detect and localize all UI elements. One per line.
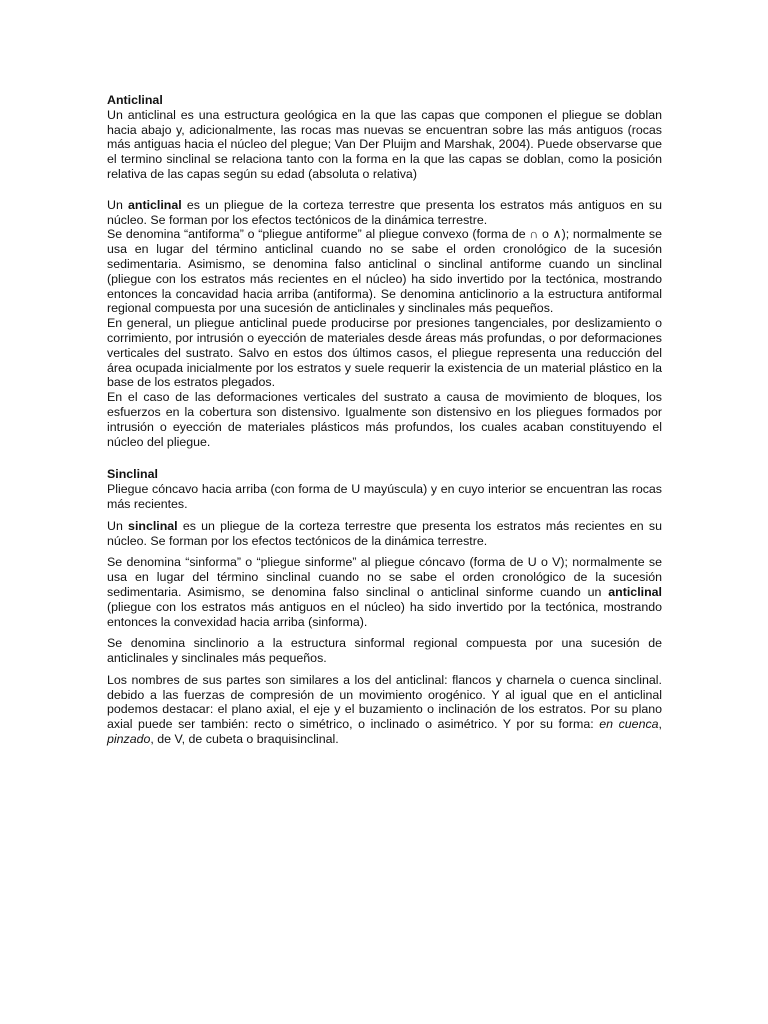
sinclinal-paragraph-3: Se denomina “sinforma” o “pliegue sinforme” al pliegue cóncavo (forma de U o V); normalmente se usa en lugar del término sinclinal cuando no se sabe el orden cronológico de la sucesión sedimentaria. Asimismo, se denomina falso sinclinal o anticlinal sinforme cuando un anticlinal (pliegue con los estratos más antiguos en el núcleo) ha sido invertido por la tectónica, mostrando entonces la convexidad hacia arriba (sinforma). — [107, 555, 662, 629]
sinclinal-bold-term: sinclinal — [128, 518, 178, 533]
sinclinal-definition: Pliegue cóncavo hacia arriba (con forma de U mayúscula) y en cuyo interior se encuentran las rocas más recientes. — [107, 482, 662, 511]
sinclinal-anticlinal-bold: anticlinal — [608, 584, 662, 599]
anticlinal-paragraph-2: Un anticlinal es un pliegue de la corteza terrestre que presenta los estratos más antiguos en su núcleo. Se forman por los efectos tectónicos de la dinámica terrestre. — [107, 197, 662, 227]
anticlinal-definition: Un anticlinal es una estructura geológica en la que las capas que componen el pliegue se doblan hacia abajo y, adicionalmente, las rocas mas nuevas se encuentran sobre las más antiguos (rocas más antiguas hacia el núcleo del plegue; Van Der Pluijm and Marshak, 2004). Puede observarse que el termino sinclinal se relaciona tanto con la forma en la que las capas se doblan, como la posición relativa de las capas según su edad (absoluta o relativa) — [107, 107, 662, 181]
sinclinal-paragraph-5: Los nombres de sus partes son similares a los del anticlinal: flancos y charnela o cuenca sinclinal. debido a las fuerzas de compresión de un movimiento orogénico. Y al igual que en el anticlinal podemos destacar: el plano axial, el eje y el buzamiento o inclinación de los estratos. Por su plano axial puede ser también: recto o simétrico, o inclinado o asimétrico. Y por su forma: en cuenca, pinzado, de V, de cubeta o braquisinclinal. — [107, 672, 662, 747]
document-page — [107, 93, 662, 747]
anticlinal-paragraph-5: En el caso de las deformaciones verticales del sustrato a causa de movimiento de bloques, los esfuerzos en la cobertura son distensivo. Igualmente son distensivo en los pliegues formados por intrusión o eyección de materiales plásticos más profundos, los cuales acaban constituyendo el núcleo del pliegue. — [107, 390, 662, 449]
anticlinal-paragraph-4: En general, un pliegue anticlinal puede producirse por presiones tangenciales, por deslizamiento o corrimiento, por intrusión o eyección de materiales desde áreas más profundas, o por deformaciones verticales del sustrato. Salvo en estos dos últimos casos, el pliegue representa una reducción del área ocupada inicialmente por los estratos y suele requerir la existencia de un material plástico en la base de los estratos plegados. — [107, 316, 662, 390]
sinclinal-paragraph-2: Un sinclinal es un pliegue de la corteza terrestre que presenta los estratos más recientes en su núcleo. Se forman por los efectos tectónicos de la dinámica terrestre. — [107, 518, 662, 548]
heading-sinclinal: Sinclinal — [107, 467, 158, 482]
anticlinal-paragraph-3: Se denomina “antiforma” o “pliegue antiforme” al pliegue convexo (forma de ∩ o ∧); normalmente se usa en lugar del término anticlinal cuando no se sabe el orden cronológico de la sucesión sedimentaria. Asimismo, se denomina falso anticlinal o sinclinal antiforme cuando un sinclinal (pliegue con los estratos más recientes en el núcleo) ha sido invertido por la tectónica, mostrando entonces la concavidad hacia arriba (antiforma). Se denomina anticlinorio a la estructura antiformal regional compuesta por una sucesión de anticlinales y sinclinales más pequeños. — [107, 227, 662, 316]
anticlinal-bold-term: anticlinal — [128, 197, 182, 212]
sinclinal-paragraph-4: Se denomina sinclinorio a la estructura sinformal regional compuesta por una sucesión de anticlinales y sinclinales más pequeños. — [107, 636, 662, 666]
heading-anticlinal: Anticlinal — [107, 93, 163, 107]
